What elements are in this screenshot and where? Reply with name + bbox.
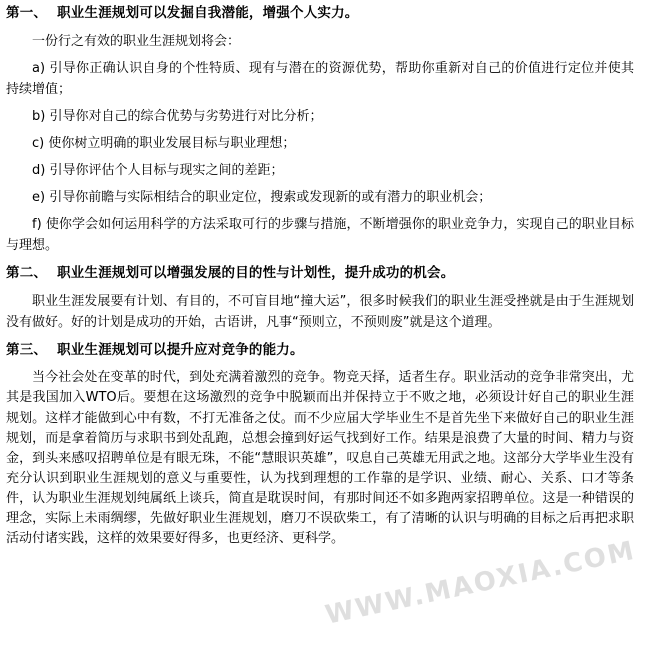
section-3-paragraph-1: 当今社会处在变革的时代，到处充满着激烈的竞争。物竞天择，适者生存。职业活动的竞争非常突出，尤其是我国加入WTO后。要想在这场激烈的竞争中脱颖而出并保持立于不败之地，必须设计好自己的职业生涯规划。这样才能做到心中有数，不打无准备之仗。而不少应届大学毕业生不是首先坐下来做好自己的职业生涯规划，而是拿着简历与求职书到处乱跑，总想会撞到好运气找到好工作。结果是浪费了大量的时间、精力与资金，到头来感叹招聘单位是有眼无珠，不能“慧眼识英雄”，叹息自己英雄无用武之地。这部分大学毕业生没有充分认识到职业生涯规划的意义与重要性，认为找到理想的工作靠的是学识、业绩、耐心、关系、口才等条件，认为职业生涯规划纯属纸上谈兵，简直是耽误时间，有那时间还不如多跑两家招聘单位。这是一种错误的理念，实际上未雨绸缪，先做好职业生涯规划，磨刀不误砍柴工，有了清晰的认识与明确的目标之后再把求职活动付诸实践，这样的效果要好得多，也更经济、更科学。 [6,370,634,547]
section-1-item-a: a) 引导你正确认识自身的个性特质、现有与潜在的资源优势，帮助你重新对自己的价值进行定位并使其持续增值； [6,60,634,98]
section-1-heading [0,0,648,27]
watermark: WWW.MAOXIA.COM [322,535,638,631]
section-2-paragraph-1: 职业生涯发展要有计划、有目的，不可盲目地“撞大运”，很多时候我们的职业生涯受挫就是由于生涯规划没有做好。好的计划是成功的开始，古语讲，凡事“预则立，不预则废”就是这个道理。 [6,294,634,331]
section-1-item-f: f) 使你学会如何运用科学的方法采取可行的步骤与措施，不断增强你的职业竞争力，实现自己的职业目标与理想。 [6,217,634,254]
section-2-heading [0,260,648,287]
section-1-heading-text: 职业生涯规划可以发掘自我潜能，增强个人实力。 [57,5,359,21]
section-2-number: 第二、 [6,265,48,282]
section-1-intro: 一份行之有效的职业生涯规划将会： [32,33,241,49]
section-3-number: 第三、 [6,342,48,359]
section-1-item-d: d) 引导你评估个人目标与现实之间的差距； [32,163,284,179]
section-1-item-b: b) 引导你对自己的综合优势与劣势进行对比分析； [32,109,323,125]
section-3-heading-text: 职业生涯规划可以提升应对竞争的能力。 [57,342,304,359]
section-1-number: 第一、 [6,5,48,21]
section-3-heading [0,337,648,364]
section-1-item-c: c) 使你树立明确的职业发展目标与职业理想； [32,136,296,152]
section-1-item-e: e) 引导你前瞻与实际相结合的职业定位，搜索或发现新的或有潜力的职业机会； [32,190,492,206]
section-2-heading-text: 职业生涯规划可以增强发展的目的性与计划性，提升成功的机会。 [57,265,455,282]
